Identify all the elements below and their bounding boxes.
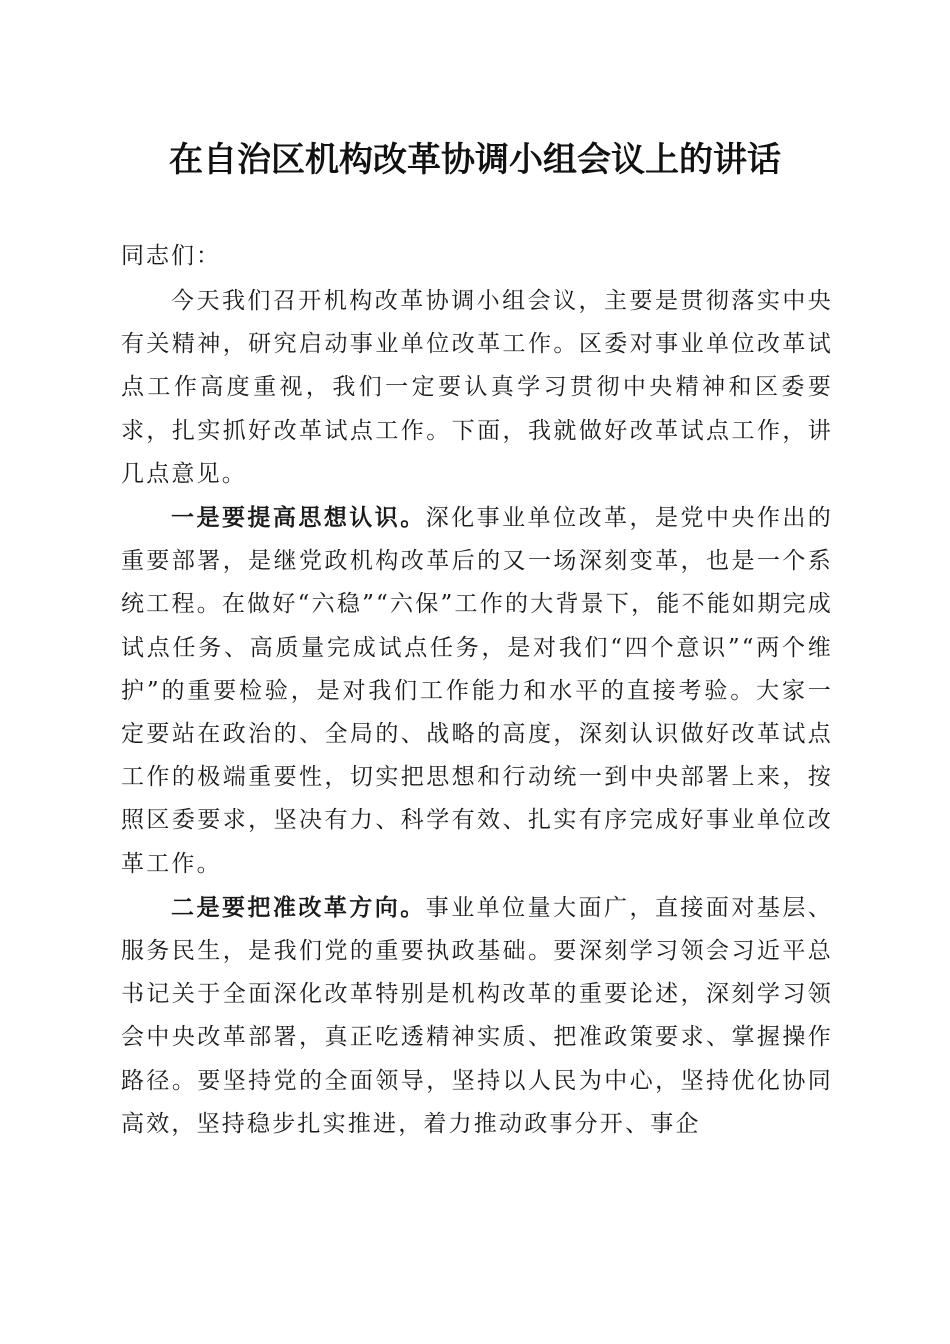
paragraph-text: 事业单位量大面广，直接面对基层、服务民生，是我们党的重要执政基础。要深刻学习领会习近平总书记关于全面深化改革特别是机构改革的重要论述，深刻学习领会中央改革部署，真正吃透精神实质、把准政策要求、掌握操作路径。要坚持党的全面领导，坚持以人民为中心，坚持优化协同高效，坚持稳步扎实推进，着力推动政事分开、事企	[121, 894, 833, 1137]
paragraph-text: 今天我们召开机构改革协调小组会议，主要是贯彻落实中央有关精神，研究启动事业单位改革工作。区委对事业单位改革试点工作高度重视，我们一定要认真学习贯彻中央精神和区委要求，扎实抓好改革试点工作。下面，我就做好改革试点工作，讲几点意见。	[121, 288, 833, 487]
paragraph-intro	[121, 279, 833, 496]
salutation: 同志们：	[121, 243, 221, 269]
paragraph-point-2	[121, 886, 833, 1146]
document-body	[121, 279, 833, 1146]
paragraph-lead: 二是要把准改革方向。	[171, 893, 426, 921]
paragraph-point-1	[121, 496, 833, 886]
paragraph-text: 深化事业单位改革，是党中央作出的重要部署，是继党政机构改革后的又一场深刻变革，也是一个系统工程。在做好“六稳”“六保”工作的大背景下，能不能如期完成试点任务、高质量完成试点任务，是对我们“四个意识”“两个维护”的重要检验，是对我们工作能力和水平的直接考验。大家一定要站在政治的、全局的、战略的高度，深刻认识做好改革试点工作的极端重要性，切实把思想和行动统一到中央部署上来，按照区委要求，坚决有力、科学有效、扎实有序完成好事业单位改革工作。	[121, 505, 833, 877]
document-title: 在自治区机构改革协调小组会议上的讲话	[169, 140, 781, 180]
paragraph-lead: 一是要提高思想认识。	[171, 504, 426, 532]
